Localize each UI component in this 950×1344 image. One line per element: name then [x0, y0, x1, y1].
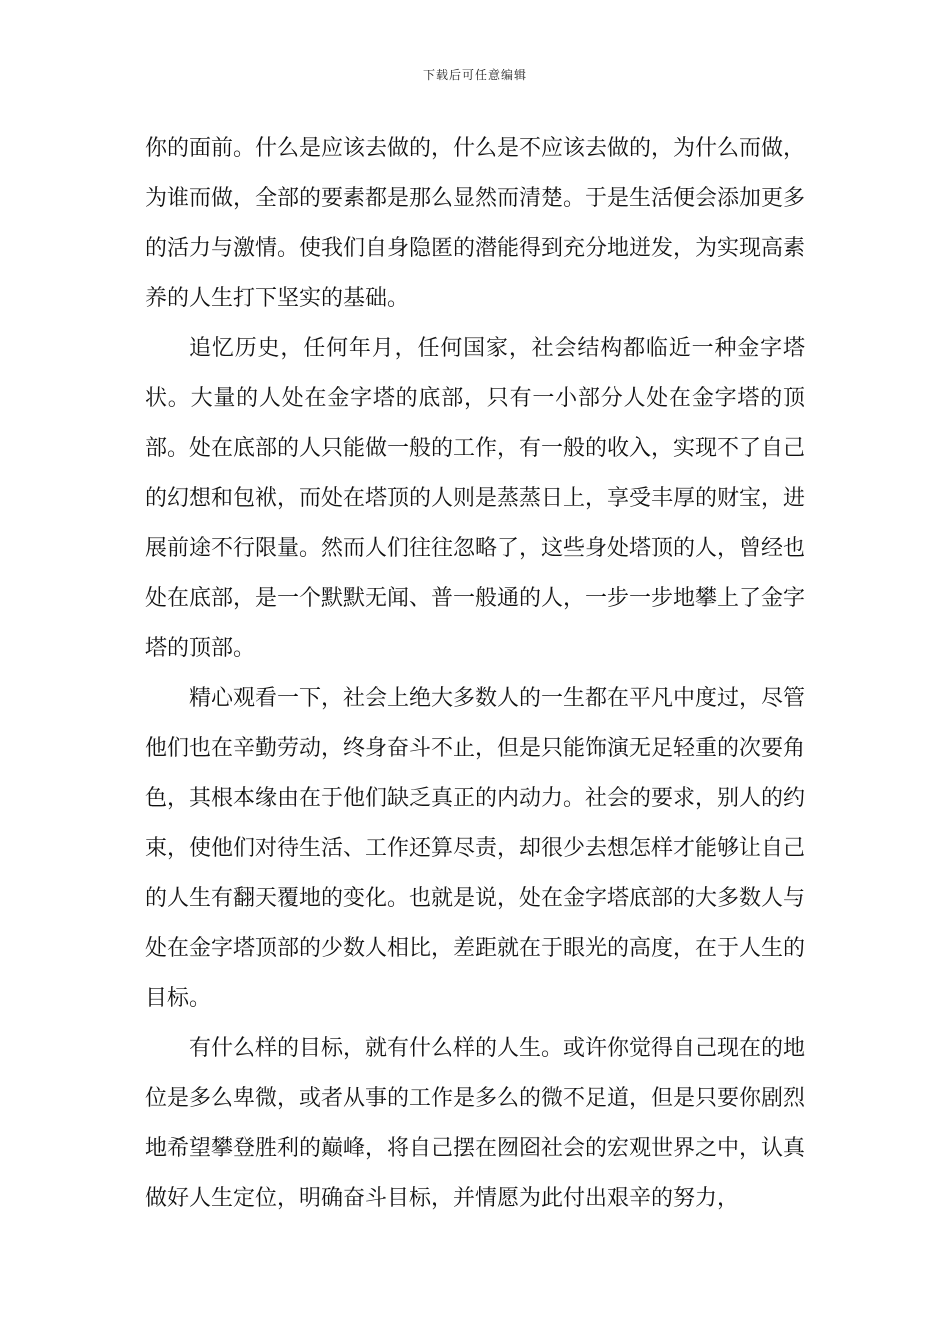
paragraph-3: 精心观看一下，社会上绝大多数人的一生都在平凡中度过，尽管他们也在辛勤劳动，终身奋斗不止，但是只能饰演无足轻重的次要角色，其根本缘由在于他们缺乏真正的内动力。社会的要求，别人的约束，使他们对待生活、工作还算尽责，却很少去想怎样才能够让自己的人生有翻天覆地的变化。也就是说，处在金字塔底部的大多数人与处在金字塔顶部的少数人相比，差距就在于眼光的高度，在于人生的目标。 — [145, 686, 806, 1011]
header-note: 下载后可任意编辑 — [422, 68, 527, 82]
paragraph-4: 有什么样的目标，就有什么样的人生。或许你觉得自己现在的地位是多么卑微，或者从事的工作是多么的微不足道，但是只要你剧烈地希望攀登胜利的巅峰，将自己摆在囫囵社会的宏观世界之中，认真做好人生定位，明确奋斗目标，并情愿为此付出艰辛的努力， — [145, 1036, 806, 1211]
body-text — [145, 124, 805, 1224]
paragraph-1: 你的面前。什么是应该去做的，什么是不应该去做的，为什么而做，为谁而做，全部的要素都是那么显然而清楚。于是生活便会添加更多的活力与激情。使我们自身隐匿的潜能得到充分地迸发，为实现高素养的人生打下坚实的基础。 — [145, 136, 806, 311]
paragraph-2: 追忆历史，任何年月，任何国家，社会结构都临近一种金字塔状。大量的人处在金字塔的底部，只有一小部分人处在金字塔的顶部。处在底部的人只能做一般的工作，有一般的收入，实现不了自己的幻想和包袱，而处在塔顶的人则是蒸蒸日上，享受丰厚的财宝，进展前途不行限量。然而人们往往忽略了，这些身处塔顶的人，曾经也处在底部，是一个默默无闻、普一般通的人，一步一步地攀上了金字塔的顶部。 — [145, 336, 806, 661]
